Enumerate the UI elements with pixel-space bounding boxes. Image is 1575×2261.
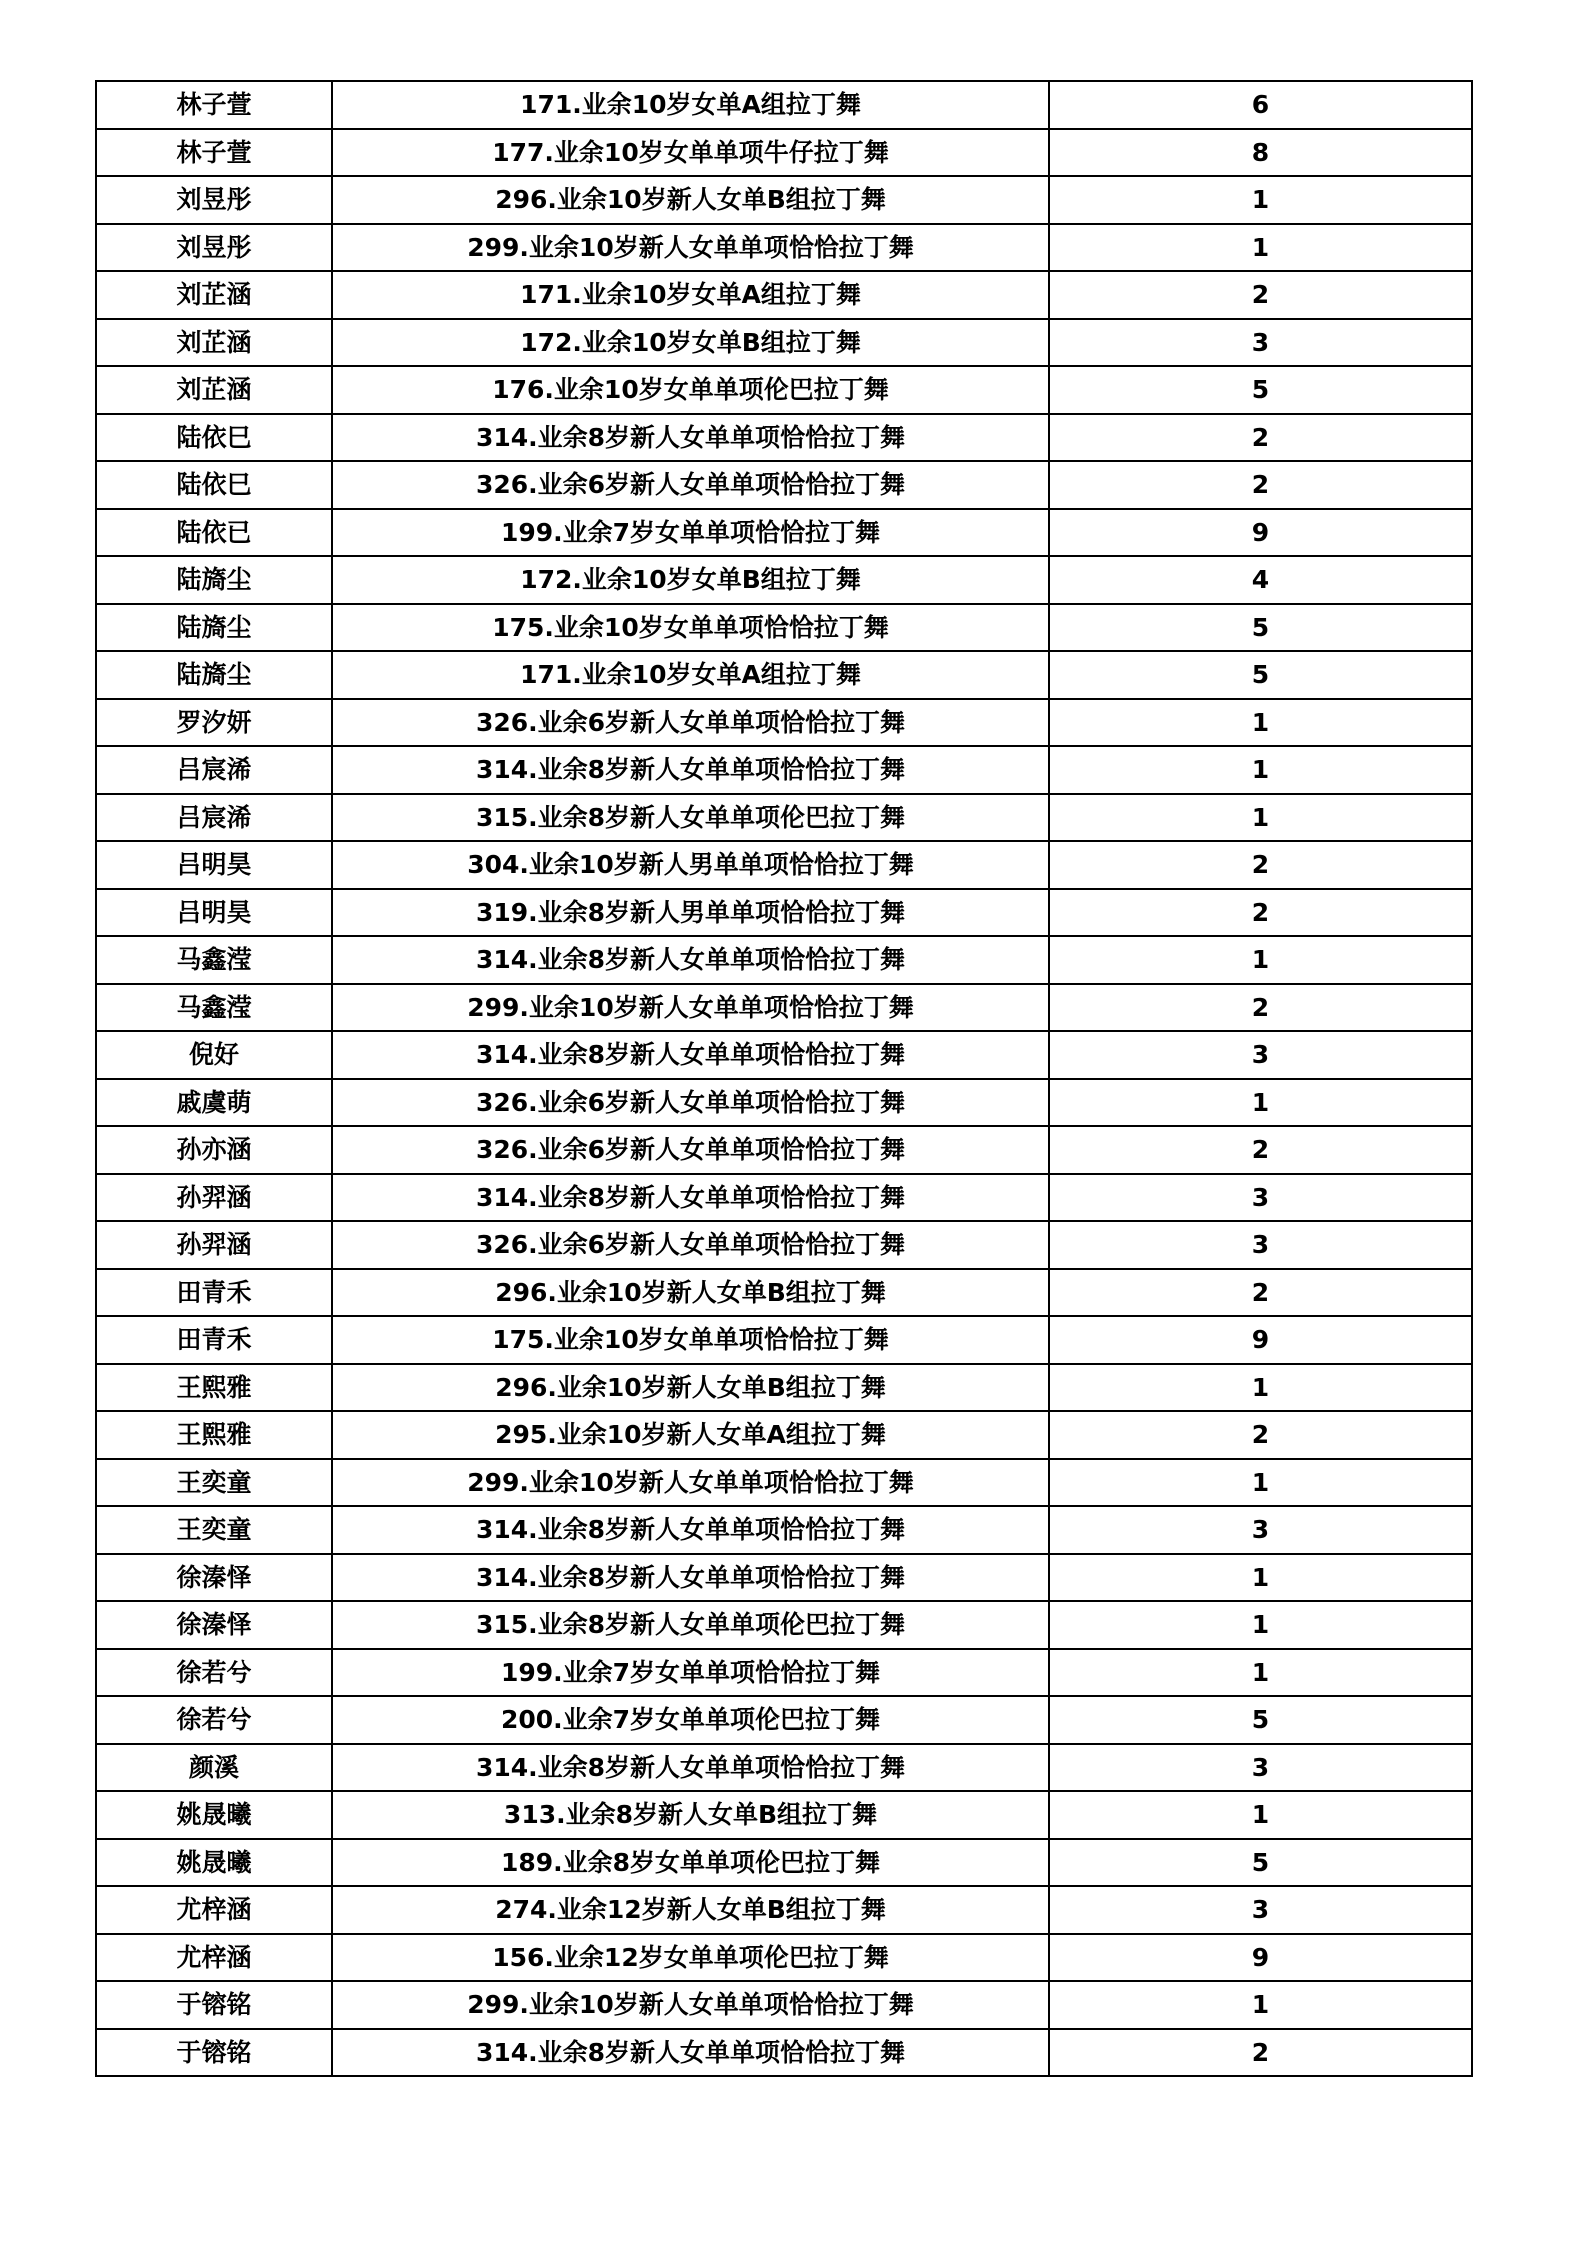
participant-name-cell: 田青禾 <box>96 1269 332 1317</box>
participant-name-cell: 陆依巳 <box>96 461 332 509</box>
table-row <box>96 1459 1472 1507</box>
event-cell: 299.业余10岁新人女单单项恰恰拉丁舞 <box>332 224 1049 272</box>
table-row <box>96 699 1472 747</box>
placement-cell: 9 <box>1049 1934 1472 1982</box>
participant-name-cell: 陆依已 <box>96 509 332 557</box>
table-row <box>96 604 1472 652</box>
table-row <box>96 746 1472 794</box>
table-row <box>96 1649 1472 1697</box>
table-row <box>96 794 1472 842</box>
event-cell: 326.业余6岁新人女单单项恰恰拉丁舞 <box>332 461 1049 509</box>
table-row <box>96 414 1472 462</box>
participant-name-cell: 姚晟曦 <box>96 1791 332 1839</box>
event-cell: 172.业余10岁女单B组拉丁舞 <box>332 556 1049 604</box>
event-cell: 304.业余10岁新人男单单项恰恰拉丁舞 <box>332 841 1049 889</box>
event-cell: 326.业余6岁新人女单单项恰恰拉丁舞 <box>332 1126 1049 1174</box>
participant-name-cell: 陆依巳 <box>96 414 332 462</box>
table-row <box>96 841 1472 889</box>
placement-cell: 1 <box>1049 1079 1472 1127</box>
table-row <box>96 1126 1472 1174</box>
placement-cell: 3 <box>1049 1031 1472 1079</box>
participant-name-cell: 于镕铭 <box>96 2029 332 2077</box>
participant-name-cell: 王熙雅 <box>96 1364 332 1412</box>
table-row <box>96 936 1472 984</box>
event-cell: 156.业余12岁女单单项伦巴拉丁舞 <box>332 1934 1049 1982</box>
placement-cell: 2 <box>1049 271 1472 319</box>
event-cell: 314.业余8岁新人女单单项恰恰拉丁舞 <box>332 1554 1049 1602</box>
participant-name-cell: 孙亦涵 <box>96 1126 332 1174</box>
participant-name-cell: 徐若兮 <box>96 1649 332 1697</box>
placement-cell: 4 <box>1049 556 1472 604</box>
participant-name-cell: 林子萱 <box>96 129 332 177</box>
results-table-body <box>96 81 1472 2076</box>
participant-name-cell: 罗汐妍 <box>96 699 332 747</box>
participant-name-cell: 徐溱怿 <box>96 1554 332 1602</box>
event-cell: 295.业余10岁新人女单A组拉丁舞 <box>332 1411 1049 1459</box>
table-row <box>96 1506 1472 1554</box>
event-cell: 296.业余10岁新人女单B组拉丁舞 <box>332 1269 1049 1317</box>
table-row <box>96 1411 1472 1459</box>
participant-name-cell: 孙羿涵 <box>96 1174 332 1222</box>
event-cell: 313.业余8岁新人女单B组拉丁舞 <box>332 1791 1049 1839</box>
results-table <box>95 80 1473 2077</box>
event-cell: 314.业余8岁新人女单单项恰恰拉丁舞 <box>332 1506 1049 1554</box>
participant-name-cell: 戚虞萌 <box>96 1079 332 1127</box>
event-cell: 299.业余10岁新人女单单项恰恰拉丁舞 <box>332 1981 1049 2029</box>
placement-cell: 1 <box>1049 1649 1472 1697</box>
table-row <box>96 1981 1472 2029</box>
table-row <box>96 651 1472 699</box>
table-row <box>96 176 1472 224</box>
event-cell: 171.业余10岁女单A组拉丁舞 <box>332 81 1049 129</box>
participant-name-cell: 倪好 <box>96 1031 332 1079</box>
placement-cell: 2 <box>1049 1269 1472 1317</box>
table-row <box>96 1031 1472 1079</box>
placement-cell: 8 <box>1049 129 1472 177</box>
participant-name-cell: 王熙雅 <box>96 1411 332 1459</box>
placement-cell: 2 <box>1049 1411 1472 1459</box>
placement-cell: 1 <box>1049 176 1472 224</box>
event-cell: 199.业余7岁女单单项恰恰拉丁舞 <box>332 1649 1049 1697</box>
participant-name-cell: 王奕童 <box>96 1506 332 1554</box>
placement-cell: 3 <box>1049 1506 1472 1554</box>
event-cell: 315.业余8岁新人女单单项伦巴拉丁舞 <box>332 794 1049 842</box>
table-row <box>96 889 1472 937</box>
event-cell: 326.业余6岁新人女单单项恰恰拉丁舞 <box>332 1221 1049 1269</box>
table-row <box>96 1744 1472 1792</box>
table-row <box>96 1696 1472 1744</box>
participant-name-cell: 孙羿涵 <box>96 1221 332 1269</box>
table-row <box>96 1601 1472 1649</box>
table-row <box>96 1221 1472 1269</box>
placement-cell: 1 <box>1049 1554 1472 1602</box>
participant-name-cell: 田青禾 <box>96 1316 332 1364</box>
table-row <box>96 81 1472 129</box>
event-cell: 314.业余8岁新人女单单项恰恰拉丁舞 <box>332 1744 1049 1792</box>
table-row <box>96 319 1472 367</box>
event-cell: 314.业余8岁新人女单单项恰恰拉丁舞 <box>332 414 1049 462</box>
event-cell: 172.业余10岁女单B组拉丁舞 <box>332 319 1049 367</box>
event-cell: 314.业余8岁新人女单单项恰恰拉丁舞 <box>332 2029 1049 2077</box>
placement-cell: 2 <box>1049 461 1472 509</box>
placement-cell: 1 <box>1049 1981 1472 2029</box>
participant-name-cell: 尤梓涵 <box>96 1886 332 1934</box>
event-cell: 200.业余7岁女单单项伦巴拉丁舞 <box>332 1696 1049 1744</box>
placement-cell: 3 <box>1049 1886 1472 1934</box>
participant-name-cell: 陆旖尘 <box>96 556 332 604</box>
placement-cell: 3 <box>1049 1221 1472 1269</box>
placement-cell: 9 <box>1049 509 1472 557</box>
event-cell: 326.业余6岁新人女单单项恰恰拉丁舞 <box>332 1079 1049 1127</box>
participant-name-cell: 马鑫滢 <box>96 936 332 984</box>
event-cell: 314.业余8岁新人女单单项恰恰拉丁舞 <box>332 746 1049 794</box>
participant-name-cell: 吕宸浠 <box>96 794 332 842</box>
event-cell: 171.业余10岁女单A组拉丁舞 <box>332 651 1049 699</box>
participant-name-cell: 姚晟曦 <box>96 1839 332 1887</box>
placement-cell: 2 <box>1049 1126 1472 1174</box>
placement-cell: 1 <box>1049 699 1472 747</box>
event-cell: 314.业余8岁新人女单单项恰恰拉丁舞 <box>332 936 1049 984</box>
participant-name-cell: 尤梓涵 <box>96 1934 332 1982</box>
participant-name-cell: 于镕铭 <box>96 1981 332 2029</box>
event-cell: 314.业余8岁新人女单单项恰恰拉丁舞 <box>332 1031 1049 1079</box>
placement-cell: 1 <box>1049 1791 1472 1839</box>
participant-name-cell: 颜溪 <box>96 1744 332 1792</box>
event-cell: 175.业余10岁女单单项恰恰拉丁舞 <box>332 1316 1049 1364</box>
table-row <box>96 271 1472 319</box>
placement-cell: 1 <box>1049 1601 1472 1649</box>
placement-cell: 5 <box>1049 1696 1472 1744</box>
participant-name-cell: 陆旖尘 <box>96 604 332 652</box>
event-cell: 299.业余10岁新人女单单项恰恰拉丁舞 <box>332 984 1049 1032</box>
placement-cell: 5 <box>1049 604 1472 652</box>
table-row <box>96 1934 1472 1982</box>
table-row <box>96 224 1472 272</box>
event-cell: 296.业余10岁新人女单B组拉丁舞 <box>332 176 1049 224</box>
table-row <box>96 509 1472 557</box>
participant-name-cell: 马鑫滢 <box>96 984 332 1032</box>
placement-cell: 9 <box>1049 1316 1472 1364</box>
participant-name-cell: 刘昱彤 <box>96 224 332 272</box>
participant-name-cell: 吕明昊 <box>96 841 332 889</box>
event-cell: 175.业余10岁女单单项恰恰拉丁舞 <box>332 604 1049 652</box>
participant-name-cell: 徐若兮 <box>96 1696 332 1744</box>
participant-name-cell: 徐溱怿 <box>96 1601 332 1649</box>
placement-cell: 1 <box>1049 1459 1472 1507</box>
placement-cell: 3 <box>1049 1174 1472 1222</box>
participant-name-cell: 吕明昊 <box>96 889 332 937</box>
table-row <box>96 1554 1472 1602</box>
event-cell: 176.业余10岁女单单项伦巴拉丁舞 <box>332 366 1049 414</box>
participant-name-cell: 陆旖尘 <box>96 651 332 699</box>
event-cell: 274.业余12岁新人女单B组拉丁舞 <box>332 1886 1049 1934</box>
placement-cell: 5 <box>1049 651 1472 699</box>
table-row <box>96 461 1472 509</box>
event-cell: 314.业余8岁新人女单单项恰恰拉丁舞 <box>332 1174 1049 1222</box>
event-cell: 319.业余8岁新人男单单项恰恰拉丁舞 <box>332 889 1049 937</box>
event-cell: 189.业余8岁女单单项伦巴拉丁舞 <box>332 1839 1049 1887</box>
participant-name-cell: 吕宸浠 <box>96 746 332 794</box>
participant-name-cell: 刘芷涵 <box>96 319 332 367</box>
table-row <box>96 2029 1472 2077</box>
placement-cell: 2 <box>1049 841 1472 889</box>
participant-name-cell: 林子萱 <box>96 81 332 129</box>
table-row <box>96 1886 1472 1934</box>
placement-cell: 1 <box>1049 746 1472 794</box>
participant-name-cell: 王奕童 <box>96 1459 332 1507</box>
event-cell: 299.业余10岁新人女单单项恰恰拉丁舞 <box>332 1459 1049 1507</box>
placement-cell: 5 <box>1049 366 1472 414</box>
table-row <box>96 984 1472 1032</box>
table-row <box>96 1839 1472 1887</box>
table-row <box>96 1269 1472 1317</box>
event-cell: 177.业余10岁女单单项牛仔拉丁舞 <box>332 129 1049 177</box>
table-row <box>96 1079 1472 1127</box>
placement-cell: 1 <box>1049 794 1472 842</box>
placement-cell: 5 <box>1049 1839 1472 1887</box>
participant-name-cell: 刘芷涵 <box>96 271 332 319</box>
event-cell: 326.业余6岁新人女单单项恰恰拉丁舞 <box>332 699 1049 747</box>
event-cell: 171.业余10岁女单A组拉丁舞 <box>332 271 1049 319</box>
table-row <box>96 129 1472 177</box>
table-row <box>96 556 1472 604</box>
placement-cell: 1 <box>1049 1364 1472 1412</box>
placement-cell: 1 <box>1049 224 1472 272</box>
event-cell: 296.业余10岁新人女单B组拉丁舞 <box>332 1364 1049 1412</box>
placement-cell: 1 <box>1049 936 1472 984</box>
placement-cell: 3 <box>1049 319 1472 367</box>
participant-name-cell: 刘昱彤 <box>96 176 332 224</box>
placement-cell: 3 <box>1049 1744 1472 1792</box>
placement-cell: 2 <box>1049 2029 1472 2077</box>
placement-cell: 2 <box>1049 984 1472 1032</box>
table-row <box>96 1791 1472 1839</box>
placement-cell: 2 <box>1049 889 1472 937</box>
table-row <box>96 1174 1472 1222</box>
event-cell: 199.业余7岁女单单项恰恰拉丁舞 <box>332 509 1049 557</box>
event-cell: 315.业余8岁新人女单单项伦巴拉丁舞 <box>332 1601 1049 1649</box>
placement-cell: 2 <box>1049 414 1472 462</box>
participant-name-cell: 刘芷涵 <box>96 366 332 414</box>
table-row <box>96 1364 1472 1412</box>
table-row <box>96 366 1472 414</box>
table-row <box>96 1316 1472 1364</box>
placement-cell: 6 <box>1049 81 1472 129</box>
